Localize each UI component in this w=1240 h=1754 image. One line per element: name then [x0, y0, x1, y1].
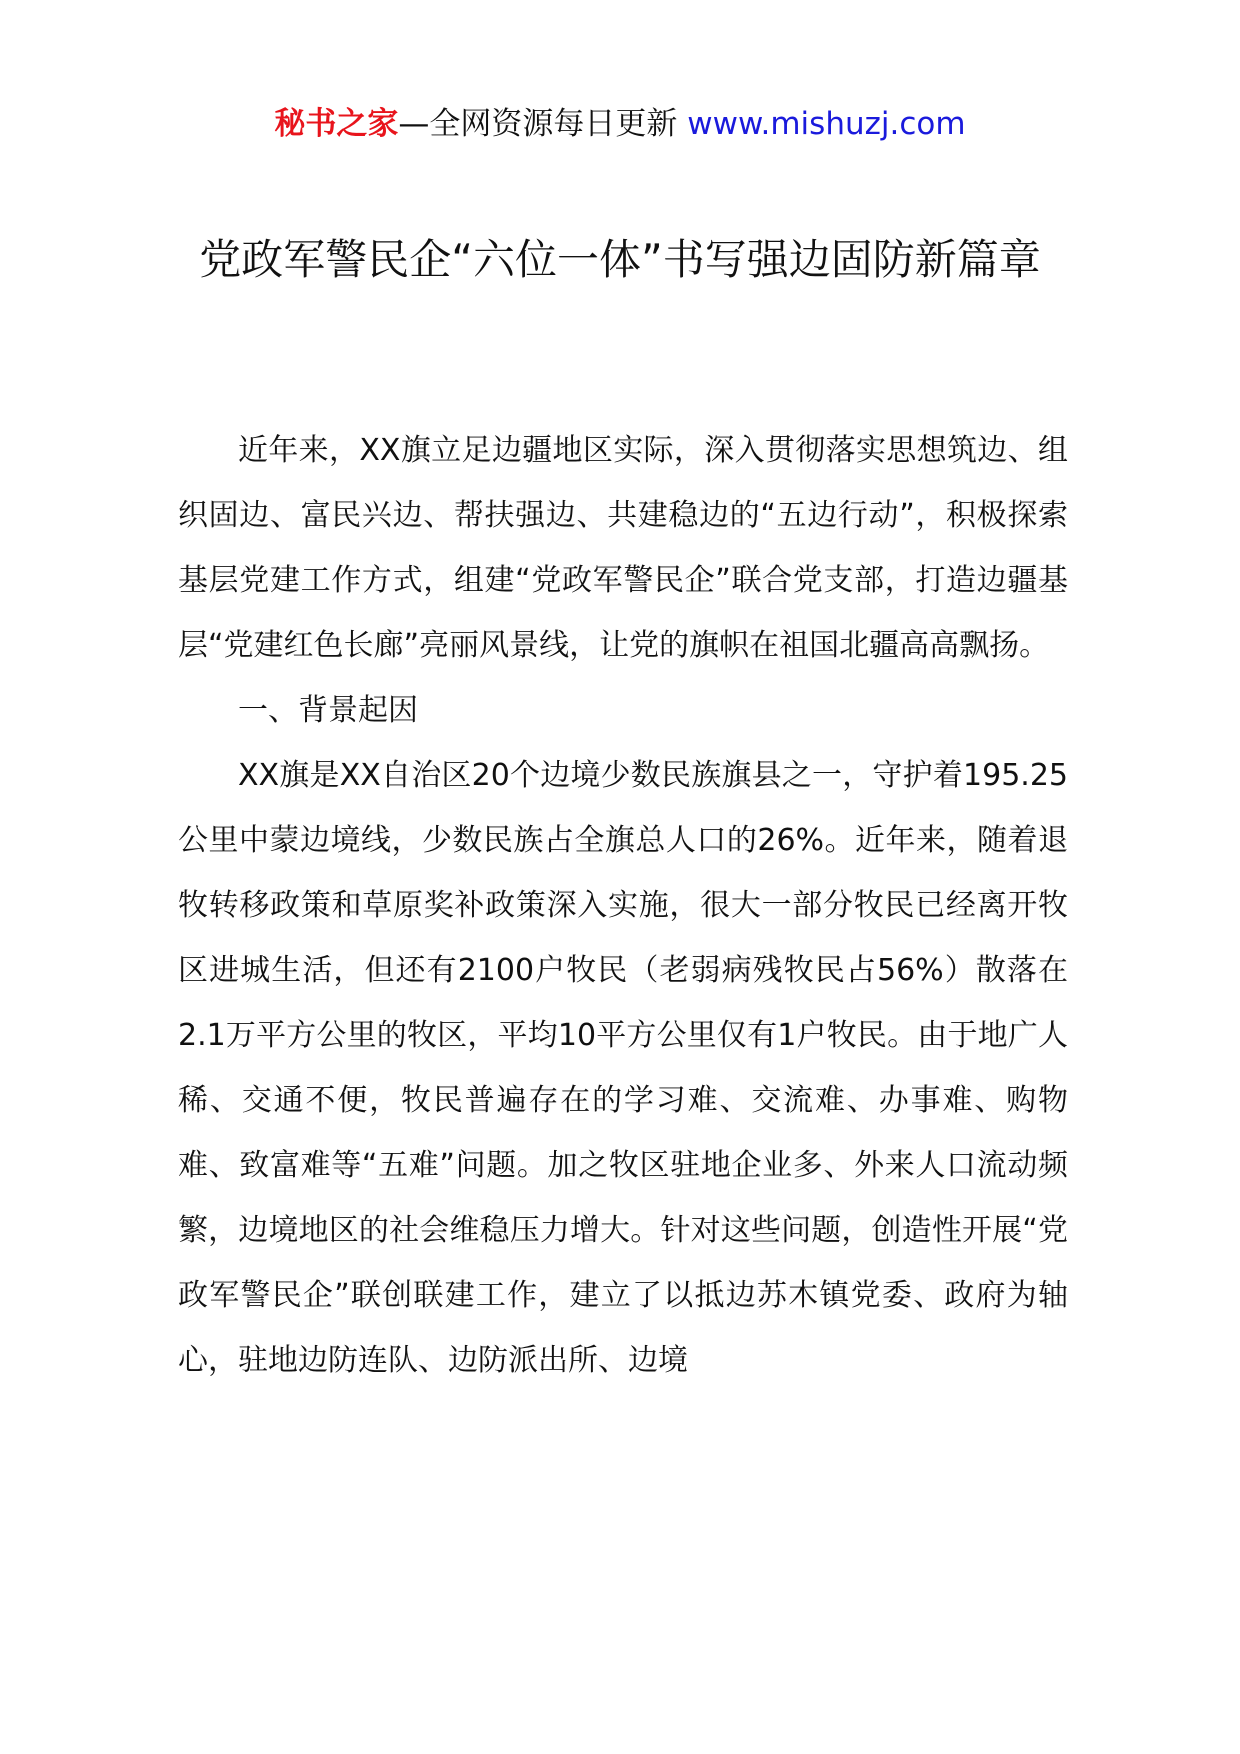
paragraph-background: XX旗是XX自治区20个边境少数民族旗县之一，守护着195.25公里中蒙边境线，少数民族占全旗总人口的26%。近年来，随着退牧转移政策和草原奖补政策深入实施，很大一部分牧民已经离开牧区进城生活，但还有2100户牧民（老弱病残牧民占56%）散落在2.1万平方公里的牧区，平均10平方公里仅有1户牧民。由于地广人稀、交通不便，牧民普遍存在的学习难、交流难、办事难、购物难、致富难等“五难”问题。加之牧区驻地企业多、外来人口流动频繁，边境地区的社会维稳压力增大。针对这些问题，创造性开展“党政军警民企”联创联建工作，建立了以抵边苏木镇党委、政府为轴心，驻地边防连队、边防派出所、边境: [178, 758, 1068, 1378]
section-heading-background: 一、背景起因: [238, 693, 418, 728]
paragraph-intro: 近年来，XX旗立足边疆地区实际，深入贯彻落实思想筑边、组织固边、富民兴边、帮扶强边、共建稳边的“五边行动”，积极探索基层党建工作方式，组建“党政军警民企”联合党支部，打造边疆基层“党建红色长廊”亮丽风景线，让党的旗帜在祖国北疆高高飘扬。: [178, 433, 1068, 663]
header-tagline: —全网资源每日更新: [398, 106, 688, 142]
site-url: www.mishuzj.com: [687, 106, 966, 142]
document-body: [178, 418, 1068, 1393]
site-header: [0, 104, 1240, 144]
brand-name: 秘书之家: [274, 106, 399, 142]
document-title: 党政军警民企“六位一体”书写强边固防新篇章: [199, 235, 1041, 284]
